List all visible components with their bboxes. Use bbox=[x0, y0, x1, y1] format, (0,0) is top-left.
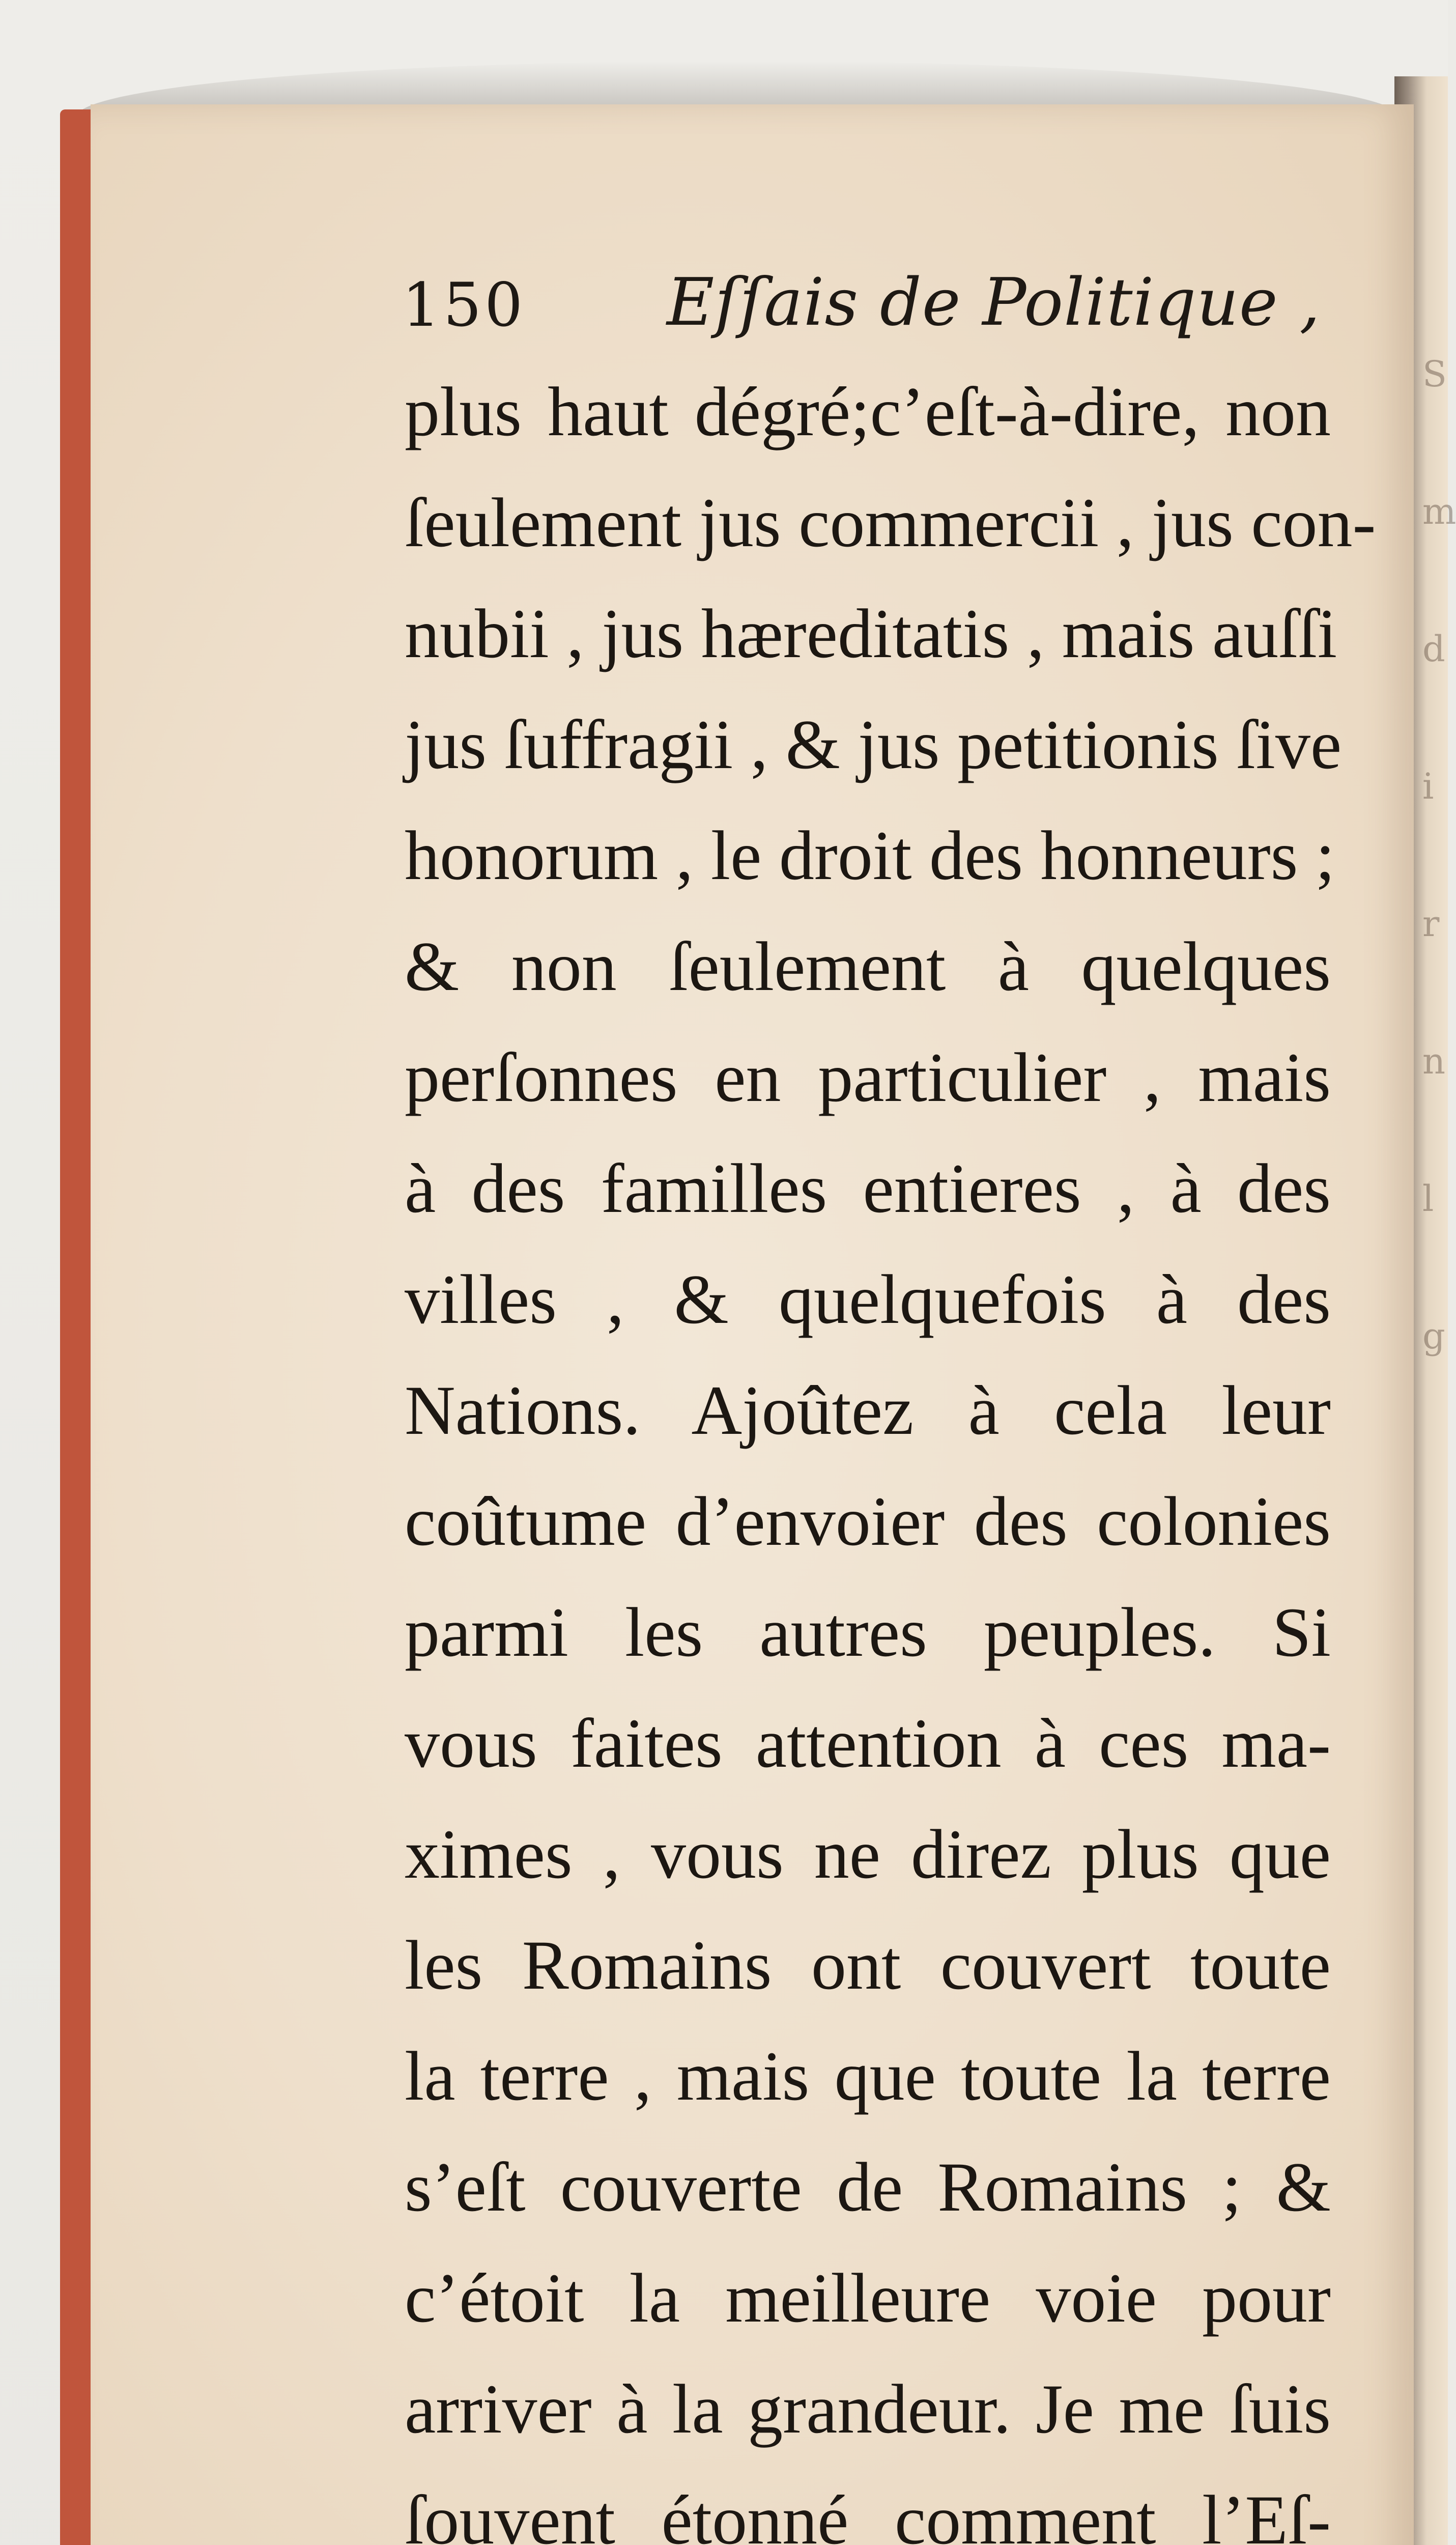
text-line: villes , & quelquefois à des bbox=[405, 1260, 1331, 1338]
text-line: perſonnes en particulier , mais bbox=[405, 1038, 1331, 1116]
running-header bbox=[402, 257, 1369, 359]
body-text bbox=[405, 356, 1376, 2545]
text-line: à des familles entieres , à des bbox=[405, 1149, 1331, 1227]
text-line: ximes , vous ne direz plus que bbox=[405, 1815, 1331, 1893]
running-title: Eſſais de Politique , bbox=[667, 265, 1321, 341]
text-line: la terre , mais que toute la terre bbox=[405, 2037, 1331, 2115]
text-line: s’eſt couverte de Romains ; & bbox=[405, 2148, 1331, 2226]
text-line: & non ſeulement à quelques bbox=[405, 927, 1331, 1005]
text-line: ſeulement jus commercii , jus con- bbox=[405, 484, 1376, 561]
text-line: parmi les autres peuples. Si bbox=[405, 1593, 1331, 1671]
text-line: honorum , le droit des honneurs ; bbox=[405, 816, 1335, 894]
text-line: jus ſuffragii , & jus petitionis ſive bbox=[405, 705, 1342, 783]
page-number: 150 bbox=[402, 270, 526, 340]
text-line: coûtume d’envoier des colonies bbox=[405, 1482, 1331, 1560]
adjacent-page-sliver: S m d i r n l g bbox=[1422, 353, 1456, 1357]
text-line: les Romains ont couvert toute bbox=[405, 1926, 1331, 2004]
text-line: plus haut dégré;c’eſt-à-dire, non bbox=[405, 373, 1331, 450]
text-line: nubii , jus hæreditatis , mais auſſi bbox=[405, 595, 1337, 672]
text-line: vous faites attention à ces ma- bbox=[405, 1704, 1331, 1782]
text-line: arriver à la grandeur. Je me ſuis bbox=[405, 2370, 1331, 2448]
text-line: ſouvent étonné comment l’Eſ- bbox=[405, 2481, 1331, 2545]
text-line: Nations. Ajoûtez à cela leur bbox=[405, 1371, 1331, 1449]
text-line: c’étoit la meilleure voie pour bbox=[405, 2259, 1331, 2337]
